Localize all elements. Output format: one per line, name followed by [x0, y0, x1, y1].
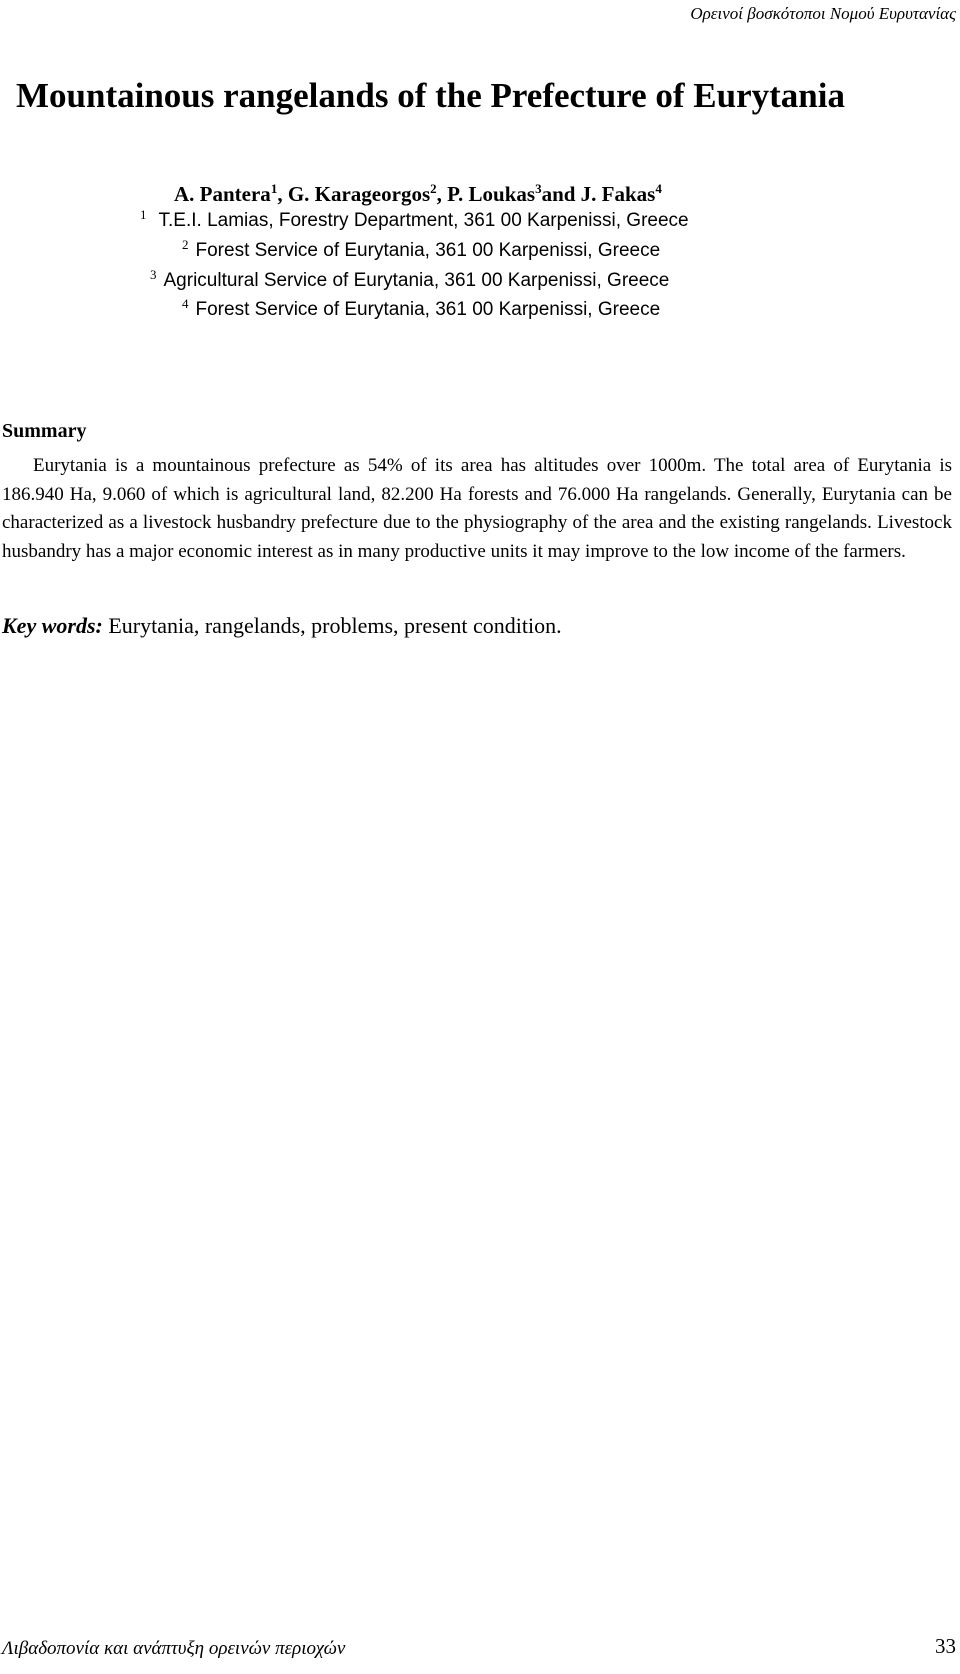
running-head: Ορεινοί βοσκότοποι Νομού Ευρυτανίας	[690, 4, 956, 23]
affiliation-text: Agricultural Service of Eurytania, 361 00 Karpenissi, Greece	[163, 270, 670, 291]
paper-title: Mountainous rangelands of the Prefecture of Eurytania	[16, 76, 845, 115]
page-number: 33	[935, 1634, 956, 1658]
affiliation-1	[140, 206, 689, 232]
author-affiliation-mark: 4	[655, 181, 662, 196]
author-list	[174, 182, 662, 207]
affiliation-3	[150, 266, 670, 292]
affiliation-number: 1	[140, 206, 147, 222]
affiliation-text: Forest Service of Eurytania, 361 00 Karpenissi, Greece	[195, 299, 661, 320]
affiliation-2	[182, 236, 661, 262]
affiliation-text: T.E.I. Lamias, Forestry Department, 361 00 Karpenissi, Greece	[158, 210, 689, 231]
author-separator: and	[541, 182, 581, 206]
affiliation-number: 4	[182, 295, 189, 311]
author-name: J. Fakas	[580, 182, 656, 206]
affiliation-number: 2	[182, 236, 189, 252]
author-affiliation-mark: 1	[270, 181, 278, 196]
footer-book-title: Λιβαδοπονία και ανάπτυξη ορεινών περιοχών	[2, 1638, 346, 1659]
affiliation-number: 3	[150, 266, 157, 282]
author-affiliation-mark: 2	[430, 181, 437, 196]
keywords-text: Eurytania, rangelands, problems, present condition.	[102, 613, 562, 638]
keywords-label: Key words:	[2, 613, 103, 638]
author-separator: ,	[436, 182, 448, 206]
summary-paragraph: Eurytania is a mountainous prefecture as 54% of its area has altitudes over 1000m. The total area of Eurytania is 186.940 Ha, 9.060 of which is agricultural land, 82.200 Ha forests and 76.000 Ha rangelands. Generally, Eurytania can be characterized as a livestock husbandry prefecture due to the physiography of the area and the existing rangelands. Livestock husbandry has a major economic interest as in many productive units it may improve to the low income of the farmers.	[2, 455, 952, 562]
author-name: G. Karageorgos	[287, 182, 431, 206]
affiliation-text: Forest Service of Eurytania, 361 00 Karpenissi, Greece	[195, 240, 661, 261]
keywords-line	[2, 613, 562, 639]
author-name: P. Loukas	[447, 182, 536, 206]
author-separator: ,	[277, 182, 288, 206]
affiliation-4	[182, 295, 661, 321]
author-name: A. Pantera	[174, 182, 271, 206]
author-affiliation-mark: 3	[535, 181, 542, 196]
summary-heading: Summary	[2, 420, 87, 442]
